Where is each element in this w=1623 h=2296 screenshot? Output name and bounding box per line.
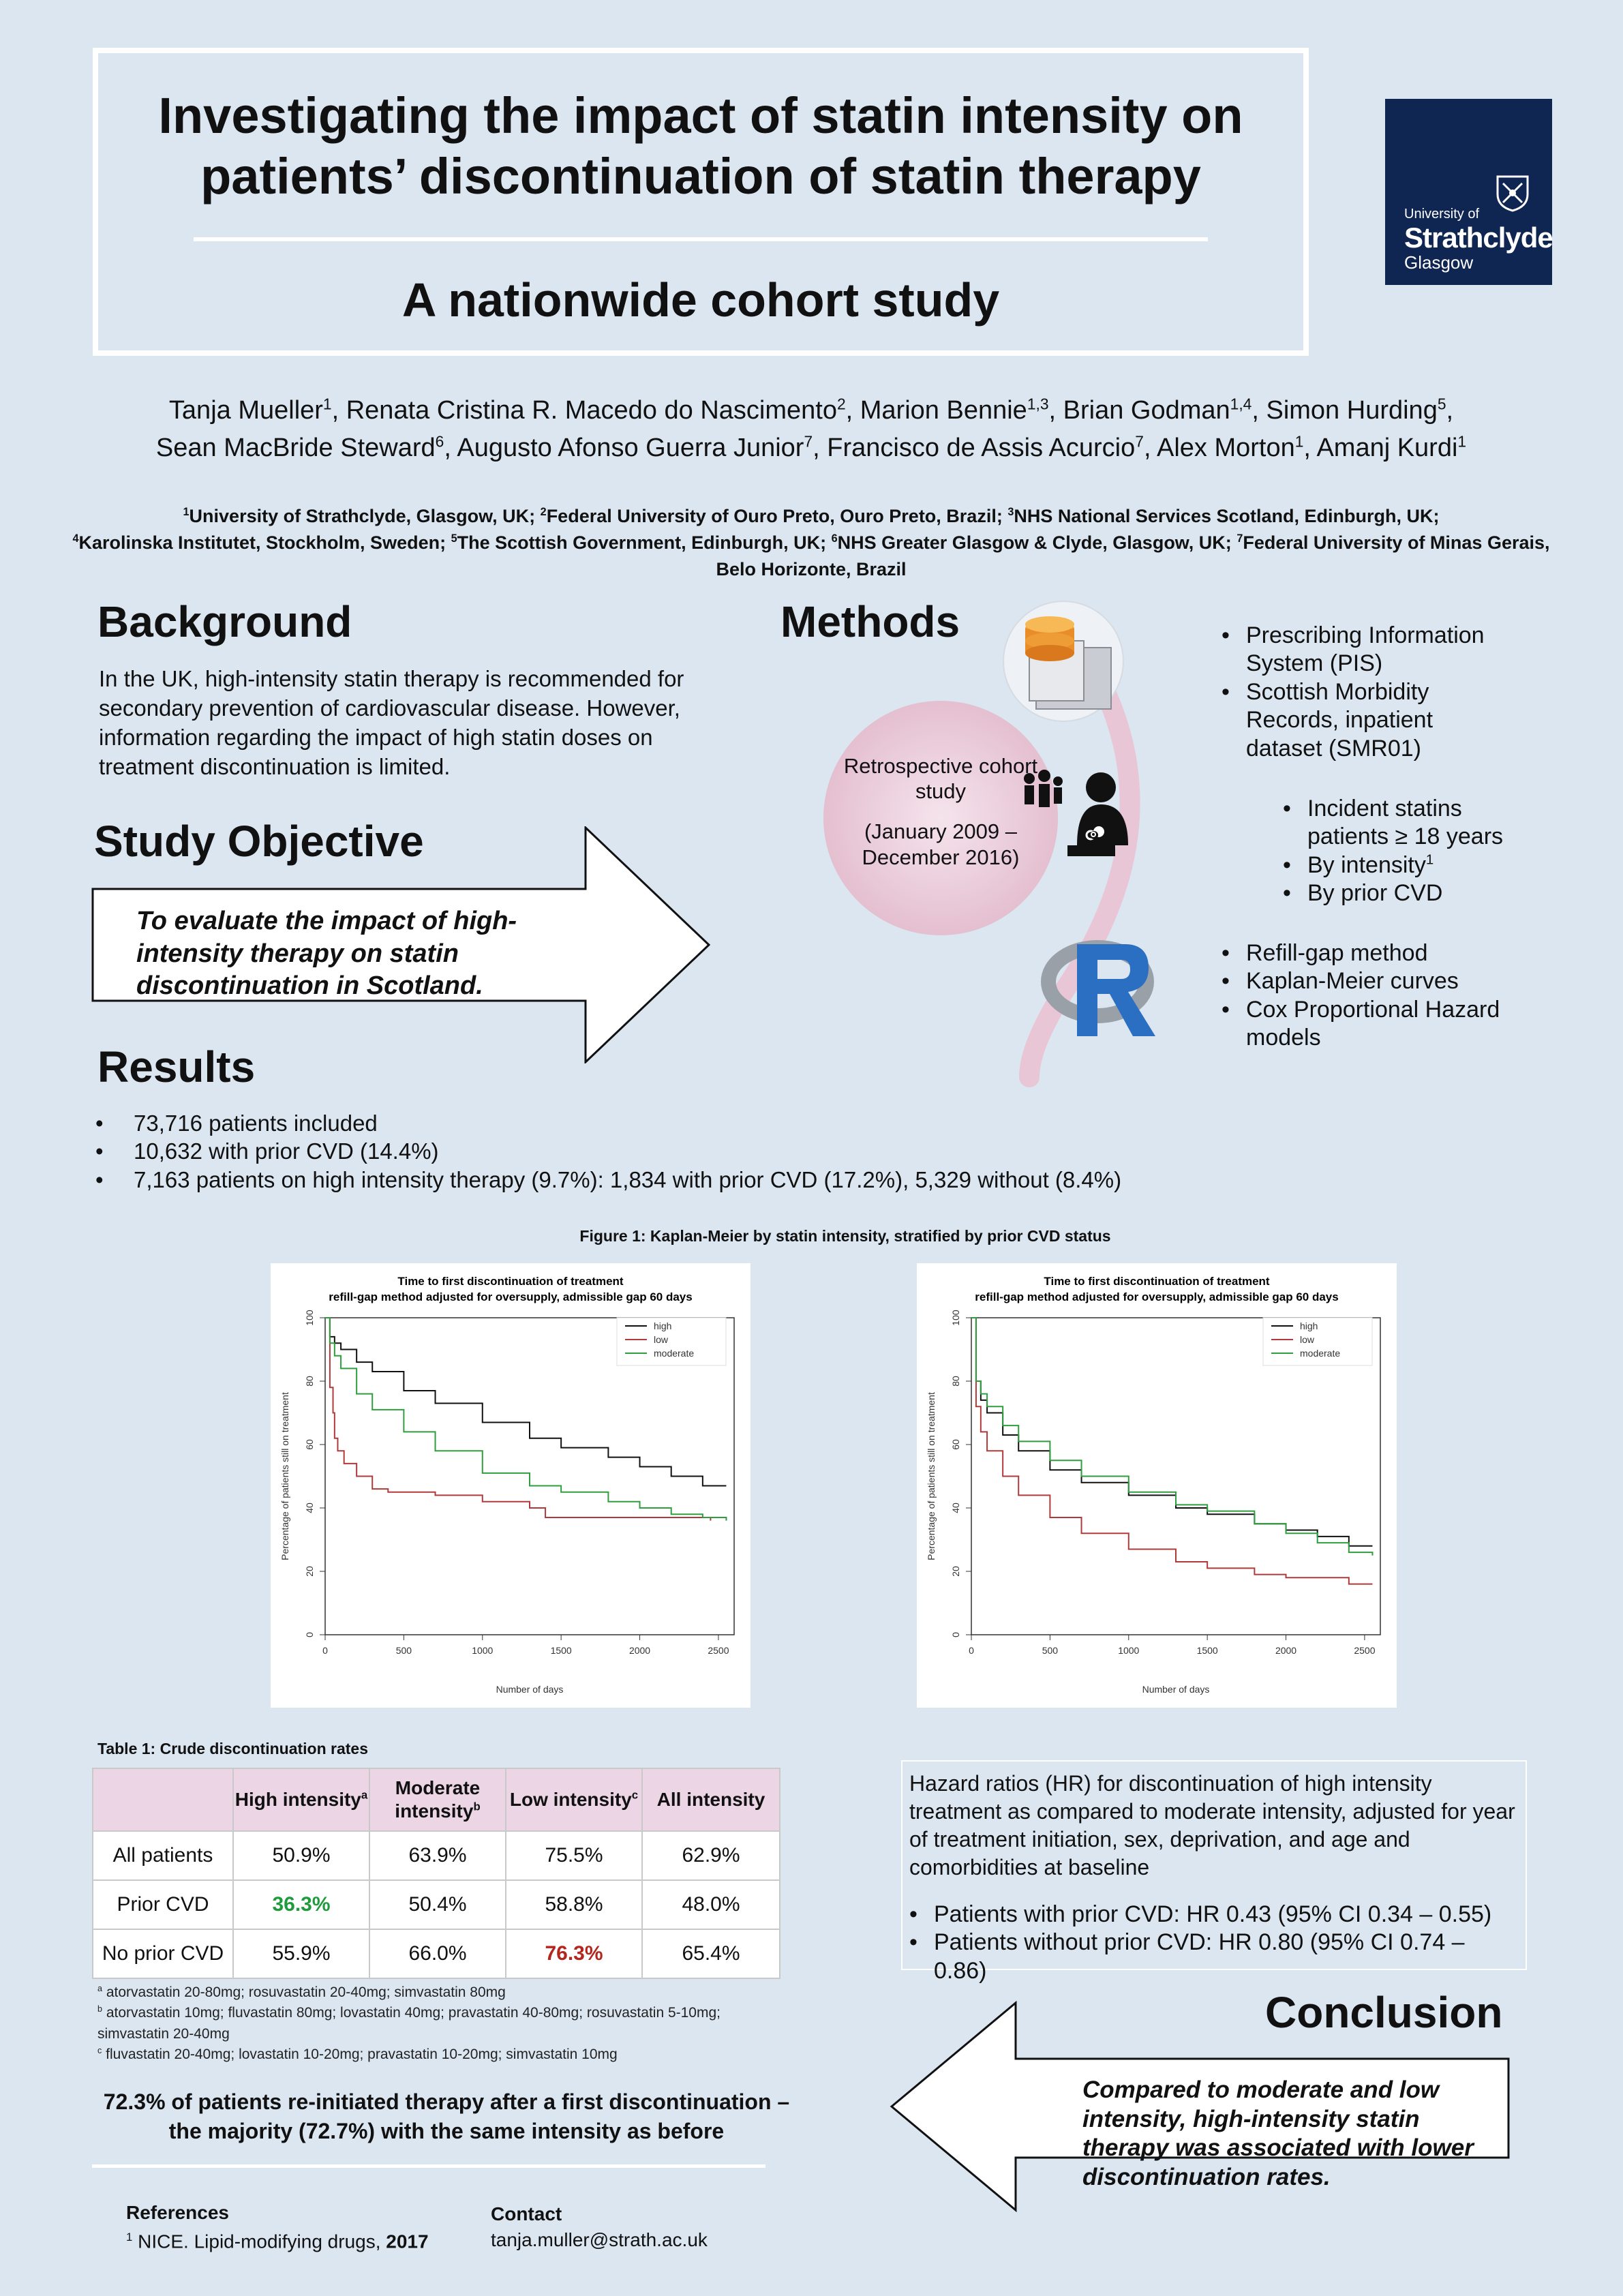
affiliation-text: NHS National Services Scotland, Edinburgh, UK;: [1014, 506, 1440, 526]
author: [346, 396, 846, 425]
table-cell: 66.0%: [369, 1929, 506, 1978]
table-cell: 62.9%: [642, 1831, 780, 1880]
table-footnote: [97, 2044, 786, 2065]
author: [1266, 396, 1446, 425]
population-item: • By prior CVD: [1283, 879, 1528, 907]
crest-icon: [1495, 174, 1530, 212]
results-list: [95, 1109, 1121, 1194]
author: [156, 434, 444, 462]
affiliation: [451, 532, 827, 553]
legend-label-moderate: moderate: [654, 1348, 695, 1359]
university-logo: [1385, 99, 1552, 285]
hazard-item: • Patients without prior CVD: HR 0.80 (95% CI 0.74 – 0.86): [909, 1929, 1519, 1985]
table-cell: 63.9%: [369, 1831, 506, 1880]
methods-data-sources: [1222, 622, 1508, 763]
affiliation-text: Karolinska Institutet, Stockholm, Sweden;: [78, 532, 446, 554]
x-tick-label: 2500: [1354, 1645, 1376, 1656]
chart-title-line2: refill-gap method adjusted for oversupply, admissible gap 60 days: [975, 1290, 1339, 1303]
affiliation-number: 2: [540, 506, 547, 518]
author-affiliation-number: 7: [1135, 432, 1144, 451]
affiliation: [832, 532, 1232, 553]
y-tick-label: 0: [304, 1632, 315, 1637]
affiliation-text: The Scottish Government, Edinburgh, UK;: [457, 532, 827, 554]
table-header-cell: [506, 1768, 642, 1831]
affiliation-list: [68, 503, 1554, 583]
table-cell: 58.8%: [506, 1880, 642, 1929]
chart-title-line1: Time to first discontinuation of treatment: [397, 1275, 624, 1288]
x-tick-label: 2000: [628, 1645, 651, 1656]
title-box: [93, 48, 1309, 356]
x-tick-label: 0: [322, 1645, 328, 1656]
y-tick-label: 40: [950, 1502, 961, 1513]
affiliation: [72, 532, 446, 553]
methods-analysis: [1222, 939, 1508, 1053]
poster-subtitle: A nationwide cohort study: [401, 273, 1000, 327]
legend-label-high: high: [1300, 1320, 1318, 1331]
reference-item: [126, 2231, 429, 2252]
table-cell: 65.4%: [642, 1929, 780, 1978]
author: [1063, 396, 1252, 425]
footnote-text: atorvastatin 10mg; fluvastatin 80mg; lovastatin 40mg; pravastatin 40-80mg; rosuvastatin 5-10mg; simvastatin 20-40mg: [97, 2005, 721, 2042]
author-name: Sean MacBride Steward: [155, 434, 436, 463]
results-item: • 10,632 with prior CVD (14.4%): [95, 1137, 1121, 1165]
reference-text: NICE. Lipid-modifying drugs,: [138, 2231, 381, 2252]
footnote-text: atorvastatin 20-80mg; rosuvastatin 20-40mg; simvastatin 80mg: [106, 1984, 506, 2000]
data-source-item: • Prescribing Information System (PIS): [1222, 622, 1508, 678]
table-row: [93, 1831, 780, 1880]
y-tick-label: 80: [950, 1376, 961, 1387]
methods-circle-text: [821, 753, 1060, 870]
results-item: • 73,716 patients included: [95, 1109, 1121, 1137]
table-cell: 48.0%: [642, 1880, 780, 1929]
data-source-item: • Scottish Morbidity Records, inpatient dataset (SMR01): [1222, 678, 1508, 763]
x-tick-label: 1500: [550, 1645, 572, 1656]
table-cell: 75.5%: [506, 1831, 642, 1880]
y-tick-label: 20: [304, 1566, 315, 1577]
footnote-text: fluvastatin 20-40mg; lovastatin 10-20mg; pravastatin 10-20mg; simvastatin 10mg: [106, 2046, 618, 2063]
background-heading: Background: [97, 597, 352, 646]
methods-population: [1283, 795, 1528, 908]
author-name: Tanja Mueller: [168, 396, 323, 425]
affiliation-text: Federal University of Minas Gerais, Belo Horizonte, Brazil: [716, 532, 1550, 580]
table-header-cell: [233, 1768, 369, 1831]
affiliation-number: 6: [831, 532, 838, 545]
table-header-marker: b: [473, 1800, 481, 1813]
logo-line2: Strathclyde: [1404, 222, 1553, 254]
author-name: Francisco de Assis Acurcio: [827, 434, 1136, 463]
table-header-cell: [369, 1768, 506, 1831]
hazard-list: [909, 1901, 1519, 1985]
affiliation-text: Federal University of Ouro Preto, Ouro Preto, Brazil;: [546, 506, 1003, 526]
title-divider: [194, 237, 1208, 241]
y-axis-label: Percentage of patients still on treatment: [926, 1392, 937, 1560]
y-axis-label: Percentage of patients still on treatment: [279, 1392, 290, 1560]
author-list: Tanja Mueller$^1$, Renata Cristina R. Macedo do Nascimento$^2$, Marion Bennie$^{1,3}$, Brian Godman$^{1,4}$, Simon Hurding$^5$, Sean MacBride Steward$^6$, Augusto Afonso Guerra Junior$^7$, Francisco de Assis Acurcio$^7$, Alex Morton$^1$, Amanj Kurdi$^1$: [155, 395, 1467, 463]
affiliation-number: 4: [72, 532, 79, 545]
contact-email[interactable]: tanja.muller@strath.ac.uk: [491, 2229, 708, 2250]
table-row-label: No prior CVD: [93, 1929, 233, 1978]
chart-title-line1: Time to first discontinuation of treatment: [1044, 1275, 1270, 1288]
reference-number: 1: [126, 2231, 133, 2244]
table-caption: Table 1: Crude discontinuation rates: [97, 1740, 369, 1757]
author: [860, 396, 1049, 425]
author-name: Alex Morton: [1156, 434, 1295, 463]
author-affiliation-number: 7: [804, 432, 813, 451]
table-header-label: All intensity: [656, 1789, 765, 1811]
poster-title: Investigating the impact of statin intensity on patients’ discontinuation of statin therapy: [158, 87, 1243, 205]
legend-label-low: low: [654, 1334, 669, 1345]
methods-circle-line1: Retrospective cohort study: [843, 754, 1038, 804]
background-text: In the UK, high-intensity statin therapy is recommended for secondary prevention of cardiovascular disease. However, information regarding the impact of high statin doses on treatment discontinuation is limited.: [99, 666, 684, 779]
affiliation-number: 3: [1007, 506, 1014, 518]
table-header-label: Moderate intensity: [395, 1777, 481, 1822]
footnote-marker: 1: [1425, 852, 1434, 868]
methods-heading: Methods: [780, 597, 960, 646]
author-affiliation-number: 1,3: [1027, 395, 1049, 413]
footnote-marker: c: [97, 2046, 102, 2056]
legend-label-high: high: [654, 1320, 672, 1331]
conclusion-heading: Conclusion: [1265, 1988, 1503, 2037]
author-name: Augusto Afonso Guerra Junior: [457, 434, 804, 463]
table-header-label: High intensity: [234, 1789, 361, 1811]
author-name: Renata Cristina R. Macedo do Nascimento: [346, 396, 837, 425]
affiliation: [1007, 506, 1439, 526]
author: [827, 434, 1144, 462]
author-affiliation-number: 1,4: [1230, 395, 1252, 413]
table-row: [93, 1929, 780, 1978]
crude-rates-table: [92, 1768, 780, 1979]
author-affiliation-number: 6: [435, 432, 444, 451]
footnote-marker: a: [97, 1984, 103, 1993]
hazard-item: • Patients with prior CVD: HR 0.43 (95% CI 0.34 – 0.55): [909, 1901, 1519, 1929]
y-tick-label: 60: [950, 1439, 961, 1450]
reference-year: 2017: [386, 2231, 429, 2252]
table-header-marker: a: [361, 1788, 368, 1802]
author-affiliation-number: 1: [1294, 432, 1304, 451]
database-server-icon: [1003, 601, 1123, 721]
x-tick-label: 2000: [1275, 1645, 1297, 1656]
table-row-label: Prior CVD: [93, 1880, 233, 1929]
table-header-cell: [642, 1768, 780, 1831]
methods-circle-line2: (January 2009 – December 2016): [862, 819, 1020, 869]
table-footnotes: [97, 1982, 786, 2066]
y-tick-label: 100: [950, 1310, 961, 1326]
affiliation-number: 5: [451, 532, 457, 545]
logo-line3: Glasgow: [1404, 252, 1474, 273]
conclusion-text: Compared to moderate and low intensity, high-intensity statin therapy was associated with lower discontinuation rates.: [1082, 2076, 1474, 2191]
objective-text: To evaluate the impact of high-intensity therapy on statin discontinuation in Scotland.: [136, 907, 517, 1000]
author-affiliation-number: 2: [836, 395, 846, 413]
analysis-item: • Cox Proportional Hazard models: [1222, 996, 1508, 1053]
x-tick-label: 1000: [1118, 1645, 1140, 1656]
km-chart-no-prior-cvd: [917, 1263, 1397, 1708]
contact-heading: Contact: [491, 2203, 562, 2224]
author: [169, 396, 332, 425]
table-row-label: All patients: [93, 1831, 233, 1880]
affiliation-text: NHS Greater Glasgow & Clyde, Glasgow, UK;: [837, 532, 1232, 554]
x-axis-label: Number of days: [496, 1684, 564, 1695]
x-tick-label: 0: [969, 1645, 974, 1656]
table-cell: 55.9%: [233, 1929, 369, 1978]
affiliation: [541, 506, 1003, 526]
affiliation: [183, 506, 536, 526]
hazard-ratio-box: [901, 1760, 1527, 1984]
chart-title-line2: refill-gap method adjusted for oversupply, admissible gap 60 days: [329, 1290, 693, 1303]
objective-heading: Study Objective: [94, 817, 424, 866]
footnote-marker: b: [97, 2004, 103, 2014]
y-tick-label: 100: [304, 1310, 315, 1326]
x-axis-label: Number of days: [1142, 1684, 1210, 1695]
author: [1316, 434, 1466, 462]
y-tick-label: 40: [304, 1502, 315, 1513]
table-footnote: [97, 1982, 786, 2003]
analysis-item: • Kaplan-Meier curves: [1222, 967, 1508, 995]
y-tick-label: 0: [950, 1632, 961, 1637]
x-tick-label: 500: [395, 1645, 412, 1656]
author-name: Simon Hurding: [1266, 396, 1438, 425]
y-tick-label: 60: [304, 1439, 315, 1450]
affiliation-number: 1: [183, 506, 189, 518]
author: [1157, 434, 1303, 462]
author-affiliation-number: 5: [1437, 395, 1446, 413]
analysis-item: • Refill-gap method: [1222, 939, 1508, 967]
table-header-marker: c: [631, 1788, 639, 1802]
affiliation-number: 7: [1237, 532, 1243, 545]
author-name: Marion Bennie: [860, 396, 1027, 425]
table-footnote: [97, 2003, 786, 2044]
y-tick-label: 80: [304, 1376, 315, 1387]
figure-caption: Figure 1: Kaplan-Meier by statin intensity, stratified by prior CVD status: [579, 1227, 1111, 1245]
x-tick-label: 1500: [1196, 1645, 1218, 1656]
legend-label-low: low: [1300, 1334, 1315, 1345]
x-tick-label: 2500: [708, 1645, 729, 1656]
reinitiation-note: 72.3% of patients re-initiated therapy after a first discontinuation – the majority (72.7%) with the same intensity as before: [103, 2089, 790, 2144]
author-name: Brian Godman: [1063, 396, 1230, 425]
hazard-intro: Hazard ratios (HR) for discontinuation of high intensity treatment as compared to moderate intensity, adjusted for year of treatment initiation, sex, deprivation, and age and comorbidities at baseline: [909, 1771, 1515, 1879]
author-affiliation-number: 1: [322, 395, 332, 413]
table-corner-cell: [93, 1768, 233, 1831]
table-cell: 50.4%: [369, 1880, 506, 1929]
bottom-divider: [92, 2164, 765, 2168]
table-cell: 50.9%: [233, 1831, 369, 1880]
author-affiliation-number: 1: [1457, 432, 1467, 451]
author: [457, 434, 813, 462]
x-tick-label: 500: [1042, 1645, 1059, 1656]
km-chart-prior-cvd: [271, 1263, 750, 1708]
results-item: • 7,163 patients on high intensity therapy (9.7%): 1,834 with prior CVD (17.2%), 5,329 without (8.4%): [95, 1166, 1121, 1194]
table-header-label: Low intensity: [509, 1789, 632, 1811]
x-tick-label: 1000: [472, 1645, 494, 1656]
references-heading: References: [126, 2202, 229, 2223]
table-cell: 76.3%: [506, 1929, 642, 1978]
table-row: [93, 1880, 780, 1929]
y-tick-label: 20: [950, 1566, 961, 1577]
table-header-row: [93, 1768, 780, 1831]
affiliation-text: University of Strathclyde, Glasgow, UK;: [189, 506, 536, 526]
population-item: • Incident statins patients ≥ 18 years: [1283, 795, 1528, 851]
table-cell: 36.3%: [233, 1880, 369, 1929]
results-heading: Results: [97, 1042, 256, 1091]
population-item: • By intensity$^1$: [1283, 851, 1528, 879]
author-name: Amanj Kurdi: [1316, 434, 1458, 463]
logo-line1: University of: [1404, 207, 1480, 222]
legend-label-moderate: moderate: [1300, 1348, 1341, 1359]
